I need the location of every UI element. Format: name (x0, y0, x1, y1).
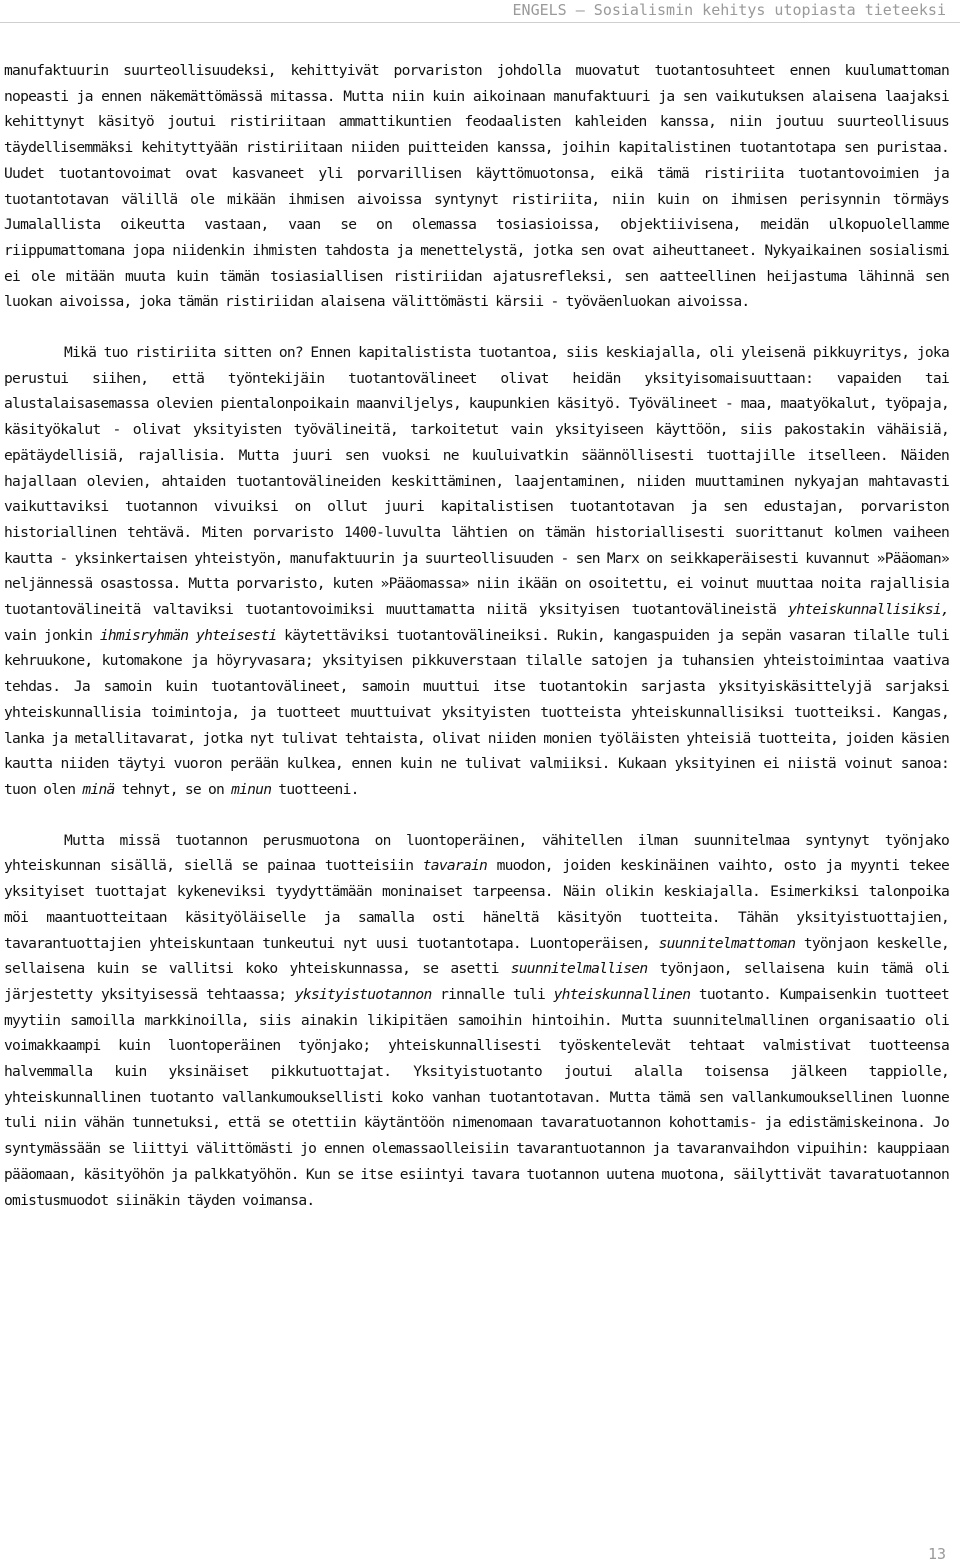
paragraph-1 (4, 58, 949, 315)
paragraph-gap (4, 803, 949, 828)
emphasis-minun: minun (231, 780, 272, 798)
paragraph-gap (4, 315, 949, 340)
emphasis-suunnitelmattoman: suunnitelmattoman (658, 934, 796, 952)
paragraph-1-text: manufaktuurin suurteollisuudeksi, kehittyivät porvariston johdolla muovatut tuotantosuhteet ennen kuulumattoman nopeasti ja ennen näkemättömässä mitassa. Mutta niin kuin aikoinaan manufaktuuri ja sen vaikutuksen alaisena laajaksi kehittynyt käsityö joutui ristiriitaan ammattikuntien feodaalisten kahleiden kanssa, niin joutuu suurteollisuus täydellisemmäksi kehityttyään ristiriitaan niiden puitteiden kanssa, joihin kapitalistinen tuotantotapa sen puristaa. Uudet tuotantovoimat ovat kasvaneet yli porvarillisen käyttömuotonsa, eikä tämä ristiriita tuotantovoimien ja tuotantotavan välillä ole mikään ihmisen aivoissa syntynyt ristiriita, niin kuin on ihmisen perisynnin törmäys Jumalallista oikeutta vastaan, vaan se on olemassa tosiasioissa, objektiivisena, meidän ulkopuolellamme riippumattomana jopa niidenkin ihmisten tahdosta ja menettelystä, jotka sen ovat aiheuttaneet. Nykyaikainen sosialismi ei ole mitään muuta kuin tämän tosiasiallisen ristiriidan ajatusrefleksi, sen aatteellinen heijastuma lähinnä sen luokan aivoissa, joka tämän ristiriidan alaisena välittömästi kärsii - työväenluokan aivoissa. (4, 62, 949, 311)
paragraph-2-text-a: Mikä tuo ristiriita sitten on? Ennen kapitalistista tuotantoa, siis keskiajalla, oli yleisenä pikkuyritys, joka perustui siihen, että työntekijäin tuotantovälineet olivat heidän yksityisomaisuuttaan: vapaiden tai alustalaisasemassa olevien pientalonpoikain maanviljelys, kaupunkien käsityö. Työvälineet - maa, maatyökalut, työpaja, käsityökalut - olivat yksityisten työvälineitä, tarkoitetut vain yksityiseen käyttöön, siis pakostakin vähäisiä, epätäydellisiä, rajallisia. Mutta juuri sen vuoksi ne kuuluivatkin säännöllisesti tuottajille itselleen. Näiden hajallaan olevien, ahtaiden tuotantovälineiden keskittäminen, laajentaminen, niiden muuttaminen nykyajan mahtavasti vaikuttaviksi tuotannon vivuiksi on ollut juuri kapitalistisen tuotantotavan ja sen edustajan, porvariston historiallinen tehtävä. Miten porvaristo 1400-luvulta lähtien on tämän historiallisesti suorittanut kolmen vaiheen kautta - yksinkertaisen yhteistyön, manufaktuurin ja suurteollisuuden - sen Marx on seikkaperäisesti kuvannut »Pääoman» neljännessä osastossa. Mutta porvaristo, kuten »Pääomassa» niin ikään on osoitettu, ei voinut muuttaa noita rajallisia tuotantovälineitä valtaviksi tuotantovoimiksi muuttamatta niitä yksityisen tuotantovälineistä (4, 344, 949, 619)
emphasis-mina: minä (82, 780, 115, 798)
paragraph-2-text-c: käytettäviksi tuotantovälineiksi. Rukin, kangaspuiden ja sepän vasaran tilalle tuli kehruukone, kutomakone ja höyryvasara; yksityisen pikkuverstaan tilalle satojen ja tuhansien yhteistoimintaa vaativa tehdas. Ja samoin kuin tuotantovälineet, samoin muuttui itse tuotantokin sarjasta yksityiskäsittelyjä sarjaksi yhteiskunnallisia toimintoja, ja tuotteet muuttuivat yksityisten tuotteista yhteiskunnallisiksi tuotteiksi. Kangas, lanka ja metallitavarat, jotka nyt tulivat tehtaista, olivat niiden monien työläisten yhteisiä tuotteita, joiden käsien kautta niiden täytyi vuoron perään kulkea, ennen kuin ne tulivat valmiiksi. Kukaan yksityinen ei niistä voinut sanoa: tuon olen (4, 626, 949, 798)
paragraph-3-text-d: työnjaon, sellaisena kuin tämä oli järjestetty yksityisessä tehtaassa; (4, 960, 949, 1003)
emphasis-tavarain: tavarain (422, 857, 488, 875)
running-header: ENGELS – Sosialismin kehitys utopiasta tieteeksi (512, 1, 946, 19)
header-divider (0, 22, 960, 23)
paragraph-2-text-d: tehnyt, se on (114, 780, 232, 798)
paragraph-3 (4, 828, 949, 1214)
emphasis-yhteiskunnallisiksi: yhteiskunnallisiksi, (788, 601, 949, 619)
emphasis-yksityistuotannon: yksityistuotannon (294, 985, 432, 1003)
paragraph-3-text-f: tuotanto. Kumpaisenkin tuotteet myytiin samoilla markkinoilla, siis ainakin likipitäen samoihin hintoihin. Mutta suunnitelmallinen organisaatio oli voimakkaampi kuin luontoperäinen työnjako; yhteiskunnallisesti työskentelevät tehtaat valmistivat tuotteensa halvemmalla kuin yksinäiset pikkutuottajat. Yksityistuotanto joutui alalla toisensa jälkeen tappiolle, yhteiskunnallinen tuotanto vallankumouksellisti koko vanhan tuotantotavan. Mutta tämä sen vallankumouksellinen luonne tuli niin vähän tunnetuksi, että se otettiin käytäntöön nimenomaan tavaratuotannon kohottamis- ja edistämiskeinona. Jo syntymässään se liittyi välittömästi jo ennen olemassaolleisiin tavarantuotannon ja tavaranvaihdon vipuihin: kauppiaan pääomaan, käsityöhön ja palkkatyöhön. Kun se itse esiintyi tavara tuotannon uutena muotona, säilyttivät tavaratuotannon omistusmuodot siinäkin täyden voimansa. (4, 985, 949, 1209)
paragraph-3-text-b: muodon, joiden keskinäinen vaihto, osto ja myynti tekee yksityiset tuottajat kykeneviksi tyydyttämään moninaiset tarpeensa. Näin olikin keskiajalla. Esimerkiksi talonpoika möi maantuotteitaan käsityöläiselle ja samalla osti häneltä käsityön tuotteita. Tähän yksityistuottajien, tavarantuottajien yhteiskuntaan tunkeutui nyt uusi tuotantotapa. Luontoperäisen, (4, 857, 949, 952)
page-number: 13 (927, 1545, 946, 1563)
document-body (4, 58, 949, 1213)
paragraph-3-text-c: työnjaon keskelle, sellaisena kuin se vallitsi koko yhteiskunnassa, se asetti (4, 934, 949, 978)
emphasis-suunnitelmallisen: suunnitelmallisen (510, 960, 648, 978)
emphasis-yhteiskunnallinen: yhteiskunnallinen (553, 985, 691, 1003)
paragraph-2 (4, 340, 949, 803)
paragraph-3-text-a: Mutta missä tuotannon perusmuotona on luontoperäinen, vähitellen ilman suunnitelmaa syntynyt työnjako yhteiskunnan sisällä, siellä se painaa tuotteisiin (4, 831, 949, 875)
paragraph-2-text-e: tuotteeni. (271, 780, 359, 798)
paragraph-2-text-b: vain jonkin (4, 626, 100, 644)
paragraph-3-text-e: rinnalle tuli (431, 985, 554, 1003)
emphasis-ihmisryhman-yhteisesti: ihmisryhmän yhteisesti (99, 626, 277, 644)
